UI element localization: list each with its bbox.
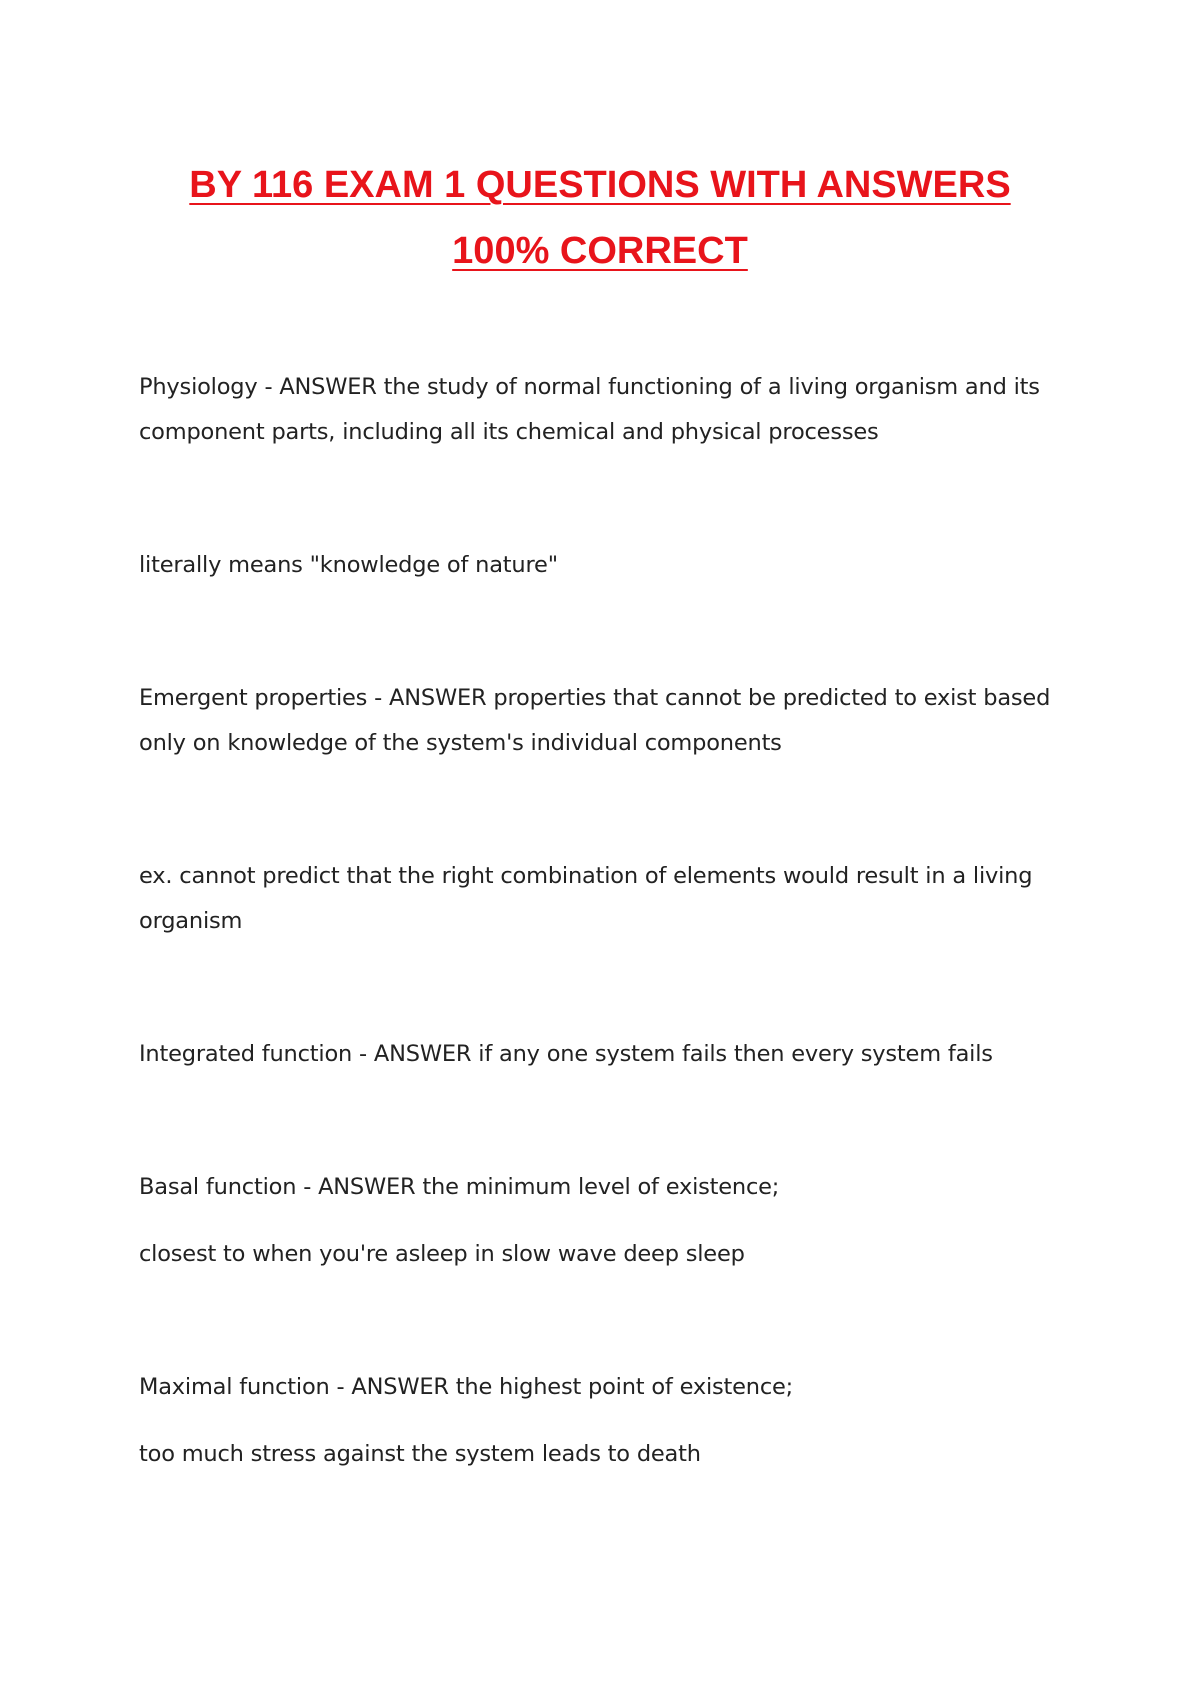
title-line-2: 100% CORRECT (452, 230, 748, 272)
entry-basal-function-note: closest to when you're asleep in slow wave deep sleep (139, 1241, 745, 1267)
entry-maximal-function: Maximal function - ANSWER the highest point of existence; (139, 1374, 794, 1400)
entry-physiology: Physiology - ANSWER the study of normal functioning of a living organism and its component parts, including all its chemical and physical processes (139, 374, 1040, 445)
entry-integrated-function: Integrated function - ANSWER if any one system fails then every system fails (139, 1041, 993, 1067)
entry-physiology-note: literally means "knowledge of nature" (139, 552, 558, 578)
entry-emergent-properties: Emergent properties - ANSWER properties that cannot be predicted to exist based only on knowledge of the system's individual components (139, 685, 1051, 756)
entry-maximal-function-note: too much stress against the system leads to death (139, 1441, 701, 1467)
document-body (139, 365, 1079, 1477)
entry-basal-function: Basal function - ANSWER the minimum level of existence; (139, 1174, 780, 1200)
document-title (0, 152, 1200, 284)
title-line-1: BY 116 EXAM 1 QUESTIONS WITH ANSWERS (189, 164, 1011, 206)
entry-emergent-properties-example: ex. cannot predict that the right combination of elements would result in a living organism (139, 863, 1033, 934)
